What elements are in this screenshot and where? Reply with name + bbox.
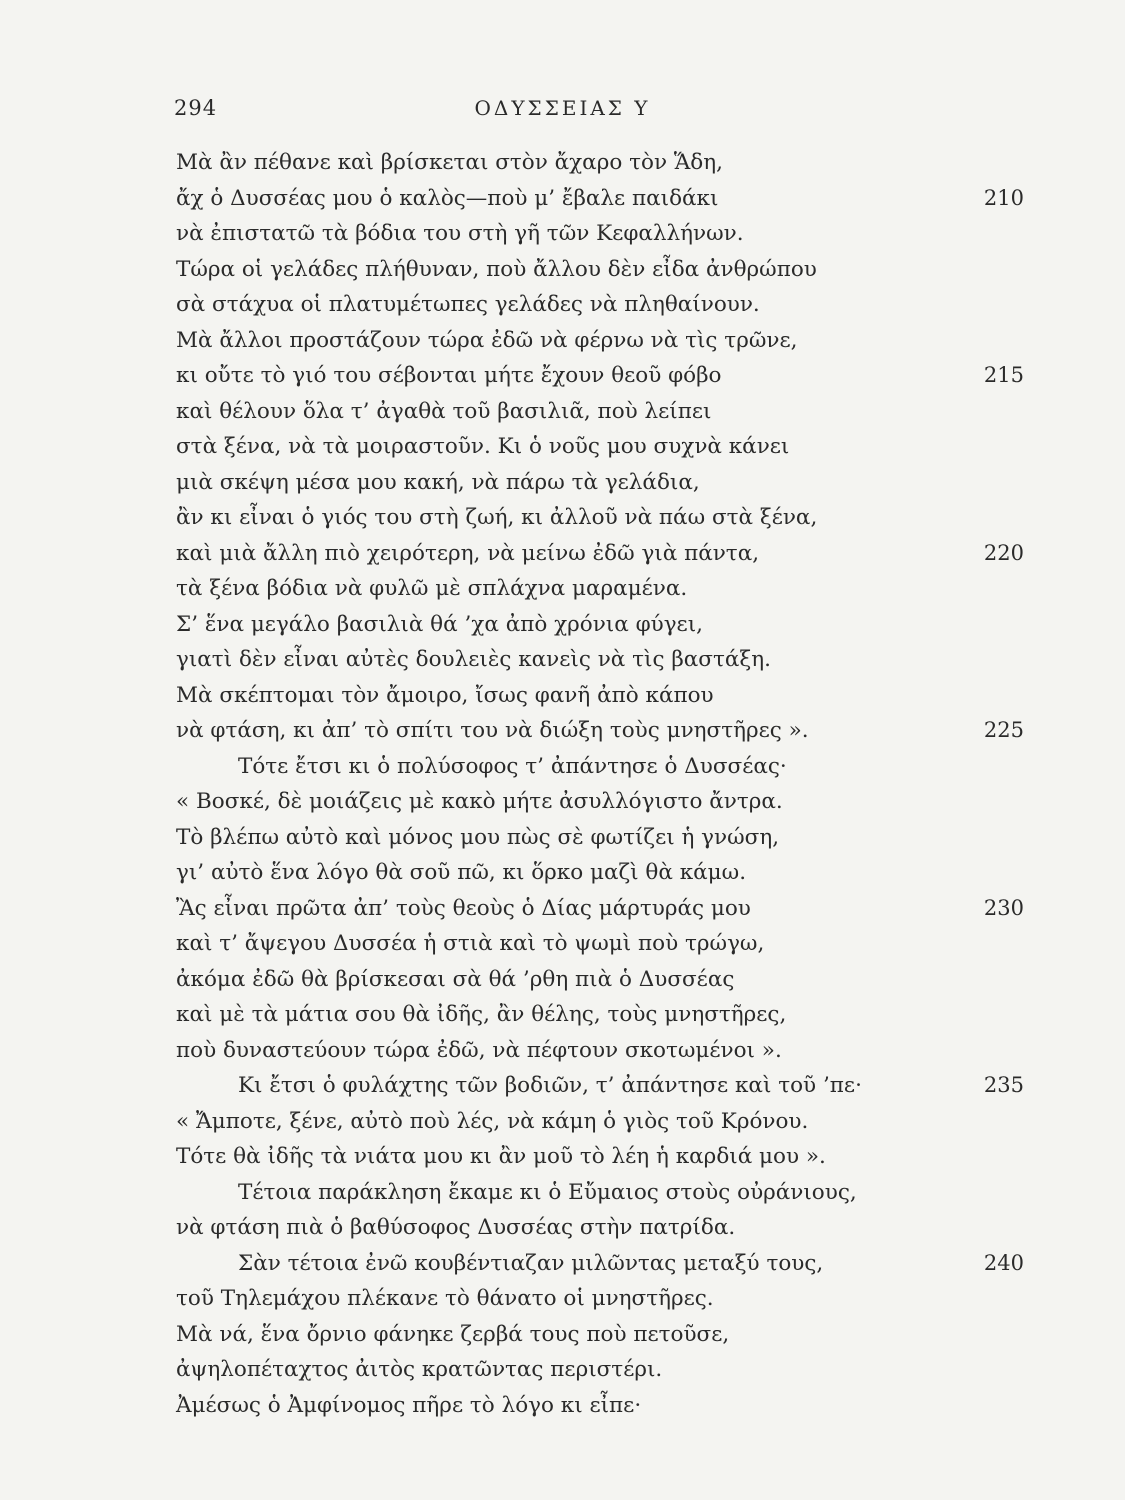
verse-line	[176, 678, 1036, 714]
verse-line	[176, 1281, 1036, 1317]
verse-text: ἄχ ὁ Δυσσέας μου ὁ καλὸς—ποὺ μ’ ἔβαλε παιδάκι	[176, 185, 719, 211]
running-head: ΟΔΥΣΣΕΙΑΣ Υ	[474, 96, 651, 120]
line-number: 225	[983, 718, 1024, 742]
verse-text: καὶ μὲ τὰ μάτια σου θὰ ἰδῆς, ἂν θέλης, τοὺς μνηστῆρες,	[176, 1002, 787, 1027]
verse-line	[176, 784, 1036, 820]
verse-line	[176, 429, 1036, 465]
verse-line	[176, 287, 1036, 323]
verse-line	[176, 1104, 1036, 1140]
verse-line	[176, 997, 1036, 1033]
verse-line	[176, 713, 1036, 749]
verse-text: Μὰ νά, ἕνα ὄρνιο φάνηκε ζερβά τους ποὺ πετοῦσε,	[176, 1321, 730, 1347]
line-number: 235	[983, 1073, 1024, 1097]
verse-line	[176, 1246, 1036, 1282]
verse-text: Κι ἔτσι ὁ φυλάχτης τῶν βοδιῶν, τ’ ἀπάντησε καὶ τοῦ ’πε·	[238, 1073, 862, 1098]
verse-text: σὰ στάχυα οἱ πλατυμέτωπες γελάδες νὰ πληθαίνουν.	[176, 292, 760, 317]
verse-text: ποὺ δυναστεύουν τώρα ἐδῶ, νὰ πέφτουν σκοτωμένοι ».	[176, 1037, 782, 1063]
line-number: 210	[983, 185, 1024, 210]
verse-text: καὶ μιὰ ἄλλη πιὸ χειρότερη, νὰ μείνω ἐδῶ γιὰ πάντα,	[176, 540, 760, 566]
verse-line	[176, 323, 1036, 359]
verse-text: τὰ ξένα βόδια νὰ φυλῶ μὲ σπλάχνα μαραμένα.	[176, 576, 688, 601]
verse-line	[176, 820, 1036, 856]
verse-text: καὶ θέλουν ὅλα τ’ ἀγαθὰ τοῦ βασιλιᾶ, ποὺ λείπει	[176, 398, 712, 424]
verse-text: Μὰ σκέπτομαι τὸν ἄμοιρο, ἴσως φανῆ ἀπὸ κάπου	[176, 682, 714, 708]
verse-line	[176, 1352, 1036, 1388]
line-number: 215	[983, 363, 1024, 387]
verse-text: τοῦ Τηλεμάχου πλέκανε τὸ θάνατο οἱ μνηστῆρες.	[176, 1286, 714, 1311]
verse-line	[176, 855, 1036, 891]
page-number: 294	[174, 96, 218, 120]
verse-line	[176, 1175, 1036, 1211]
verse-text: Σ’ ἕνα μεγάλο βασιλιὰ θά ’χα ἀπὸ χρόνια φύγει,	[176, 611, 703, 637]
verse-text: ἀψηλοπέταχτος ἀιτὸς κρατῶντας περιστέρι.	[176, 1357, 663, 1382]
verse-line	[176, 1068, 1036, 1104]
verse-text: Τὸ βλέπω αὐτὸ καὶ μόνος μου πὼς σὲ φωτίζει ἡ γνώση,	[176, 824, 780, 850]
verse-line	[176, 145, 1036, 181]
verse-line	[176, 181, 1036, 217]
verse-text: Ἀμέσως ὁ Ἀμφίνομος πῆρε τὸ λόγο κι εἶπε·	[176, 1392, 642, 1418]
verse-text: ἀκόμα ἐδῶ θὰ βρίσκεσαι σὰ θά ’ρθη πιὰ ὁ Δυσσέας	[176, 966, 735, 992]
verse-text: Τότε θὰ ἰδῆς τὰ νιάτα μου κι ἂν μοῦ τὸ λέη ἡ καρδιά μου ».	[176, 1144, 826, 1169]
verse-line	[176, 465, 1036, 501]
verse-line	[176, 1210, 1036, 1246]
verse-text: καὶ τ’ ἄψεγου Δυσσέα ἡ στιὰ καὶ τὸ ψωμὶ ποὺ τρώγω,	[176, 931, 765, 956]
verse-line	[176, 571, 1036, 607]
verse-text: στὰ ξένα, νὰ τὰ μοιραστοῦν. Κι ὁ νοῦς μου συχνὰ κάνει	[176, 434, 790, 459]
verse-text: νὰ φτάση πιὰ ὁ βαθύσοφος Δυσσέας στὴν πατρίδα.	[176, 1215, 736, 1240]
verse-text: Ἂς εἶναι πρῶτα ἀπ’ τοὺς θεοὺς ὁ Δίας μάρτυράς μου	[176, 895, 751, 921]
verse-text: νὰ ἐπιστατῶ τὰ βόδια του στὴ γῆ τῶν Κεφαλλήνων.	[176, 221, 744, 246]
verse-text: μιὰ σκέψη μέσα μου κακή, νὰ πάρω τὰ γελάδια,	[176, 469, 700, 495]
verse-line	[176, 216, 1036, 252]
verse-line	[176, 1139, 1036, 1175]
verse-text: « Βοσκέ, δὲ μοιάζεις μὲ κακὸ μήτε ἀσυλλόγιστο ἄντρα.	[176, 789, 783, 814]
verse-block	[176, 145, 1036, 1423]
verse-text: Τώρα οἱ γελάδες πλήθυναν, ποὺ ἄλλου δὲν εἶδα ἀνθρώπου	[176, 256, 817, 282]
verse-line	[176, 607, 1036, 643]
verse-line	[176, 962, 1036, 998]
verse-line	[176, 500, 1036, 536]
verse-text: « Ἄμποτε, ξένε, αὐτὸ ποὺ λές, νὰ κάμη ὁ γιὸς τοῦ Κρόνου.	[176, 1108, 809, 1134]
verse-text: γι’ αὐτὸ ἕνα λόγο θὰ σοῦ πῶ, κι ὅρκο μαζὶ θὰ κάμω.	[176, 860, 747, 885]
verse-line	[176, 252, 1036, 288]
verse-text: γιατὶ δὲν εἶναι αὐτὲς δουλειὲς κανεὶς νὰ τὶς βαστάξη.	[176, 647, 771, 672]
verse-line	[176, 1317, 1036, 1353]
verse-line	[176, 749, 1036, 785]
line-number: 220	[983, 540, 1024, 565]
verse-line	[176, 358, 1036, 394]
line-number: 240	[983, 1250, 1024, 1275]
verse-line	[176, 926, 1036, 962]
verse-line	[176, 394, 1036, 430]
line-number: 230	[983, 895, 1024, 920]
verse-text: Σὰν τέτοια ἐνῶ κουβέντιαζαν μιλῶντας μεταξύ τους,	[238, 1250, 824, 1276]
verse-text: ἂν κι εἶναι ὁ γιός του στὴ ζωή, κι ἀλλοῦ νὰ πάω στὰ ξένα,	[176, 505, 818, 530]
verse-text: νὰ φτάση, κι ἀπ’ τὸ σπίτι του νὰ διώξη τοὺς μνηστῆρες ».	[176, 718, 809, 743]
verse-line	[176, 1033, 1036, 1069]
verse-text: Τότε ἔτσι κι ὁ πολύσοφος τ’ ἀπάντησε ὁ Δυσσέας·	[238, 753, 787, 779]
verse-text: κι οὔτε τὸ γιό του σέβονται μήτε ἔχουν θεοῦ φόβο	[176, 363, 722, 388]
verse-line	[176, 891, 1036, 927]
verse-text: Τέτοια παράκληση ἔκαμε κι ὁ Εὔμαιος στοὺς οὐράνιους,	[238, 1179, 857, 1205]
verse-line	[176, 536, 1036, 572]
verse-text: Μὰ ἂν πέθανε καὶ βρίσκεται στὸν ἄχαρο τὸν Ἅδη,	[176, 150, 723, 175]
verse-line	[176, 1388, 1036, 1424]
verse-text: Μὰ ἄλλοι προστάζουν τώρα ἐδῶ νὰ φέρνω νὰ τὶς τρῶνε,	[176, 327, 798, 353]
verse-line	[176, 642, 1036, 678]
